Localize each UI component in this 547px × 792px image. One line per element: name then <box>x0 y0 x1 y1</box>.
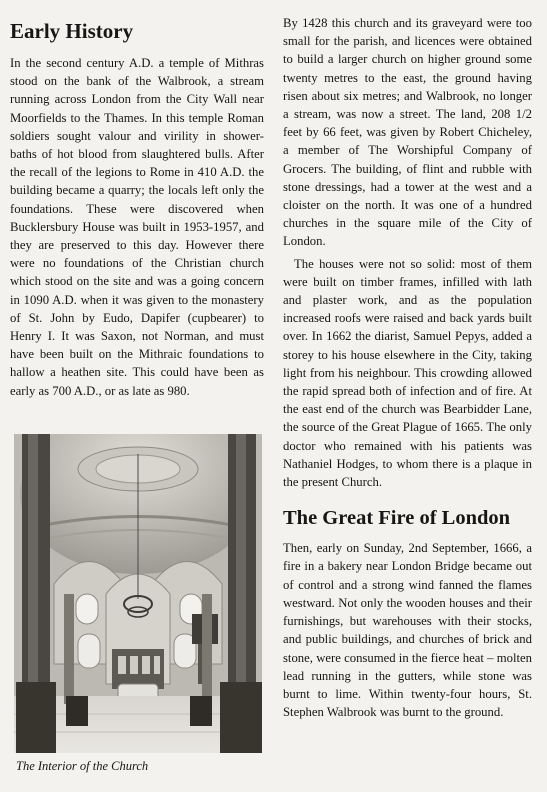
heading-early-history: Early History <box>10 19 134 43</box>
left-column <box>10 18 264 400</box>
chicheley-paragraph: By 1428 this church and its graveyard were too small for the parish, and licences were obtained to build a larger church on higher ground some twenty metres to the east, the ground having risen about six metres; and Walbrook, no longer a stream, was now a street. The land, 208 1/2 feet by 66 feet, was given by Robert Chicheley, a member of The Worshipful Company of Grocers. The building, of flint and rubble with stone dressings, had a tower at the west and a cloister on the north. It was one of a hundred churches in the square mile of the City of London. <box>283 16 532 249</box>
heading-great-fire: The Great Fire of London <box>283 507 511 530</box>
plague-paragraph: The houses were not so solid: most of them were built on timber frames, infilled with lath and plaster work, and as the population increased roofs were raised and back yards built over. In 1662 the diarist, Samuel Pepys, added a storey to his house elsewhere in the City, taking light from his neighbour. This crowding allowed the rapid spread both of infection and of fire. At the east end of the church was Bearbidder Lane, the source of the Great Plague of 1665. The only doctor who remained with his patients was Nathaniel Hodges, to whom there is a plaque in the present Church. <box>283 256 532 490</box>
church-interior-photo <box>14 434 262 753</box>
great-fire-paragraph: Then, early on Sunday, 2nd September, 1666, a fire in a bakery near London Bridge became out of control and a strong wind fanned the flames westward. Not only the wooden houses and their furnishings, but warehouses with their stocks, and public buildings, and churches of brick and stone, were consumed in the fierce heat – molten lead running in the gutters, while stone was burnt to lime. Within twenty-four hours, St. Stephen Walbrook was burnt to the ground. <box>283 541 532 720</box>
church-interior-illustration <box>14 434 262 753</box>
photo-caption: The Interior of the Church <box>16 759 149 773</box>
right-column <box>283 14 532 721</box>
early-history-paragraph: In the second century A.D. a temple of Mithras stood on the bank of the Walbrook, a stream running across London from the City Wall near Moorfields to the Thames. In this temple Roman soldiers sought valour and virility in shower-baths of hot blood from slaughtered bulls. After the recall of the legions to Rome in 410 A.D. the building became a quarry; the locals left only the foundations. These were discovered when Bucklersbury House was built in 1953-1957, and they are preserved to this day. However there were no foundations of the Christian church which stood on the site and was a going concern in 1090 A.D. when it was given to the monastery of St. John by Eudo, Dapifer (cupbearer) to Henry I. It was Saxon, not Norman, and must have been built on the Mithraic foundations to hallow a heathen site. This could have been as early as 700 A.D., or as late as 980. <box>10 56 264 398</box>
